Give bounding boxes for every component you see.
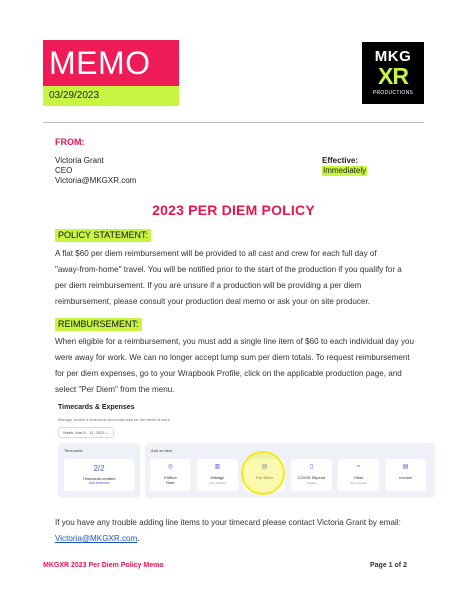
footer-title: MKGXR 2023 Per Diem Policy Memo: [43, 562, 164, 569]
effective-label: Effective:: [322, 156, 359, 165]
invoice-card[interactable]: [385, 459, 426, 491]
memo-date: 03/29/2023: [43, 86, 179, 106]
timecards-card[interactable]: [64, 459, 134, 491]
document-title: 2023 PER DIEM POLICY: [152, 202, 315, 218]
reimbursement-line: select "Per Diem" from the menu.: [55, 385, 175, 394]
week-selector[interactable]: Week: Mar 5 - 11, 2023 ⌄: [58, 427, 114, 438]
other-card[interactable]: [338, 459, 379, 491]
logo-line-3: PRODUCTIONS: [372, 90, 414, 96]
timecards-status: Timecards created: [82, 476, 116, 481]
per-diem-highlight-circle: [241, 451, 285, 495]
item-sublabel: Non-Taxable: [350, 481, 367, 485]
map-icon: ▥: [214, 464, 221, 470]
invoice-icon: ▤: [402, 464, 409, 470]
reimbursement-line: for per diem expenses, go to your Wrapbook Profile, click on the applicable production page, and: [55, 369, 402, 378]
policy-line: "away-from-home" travel. You will be notified prior to the start of the production if you qualify for a: [55, 265, 402, 274]
reimbursement-heading: REIMBURSEMENT:: [55, 318, 142, 331]
sender-email: Victoria@MKGXR.com: [55, 176, 137, 185]
memo-title: MEMO: [43, 40, 179, 86]
from-label: FROM:: [55, 137, 85, 147]
item-label: Invoice: [399, 475, 412, 480]
reimbursement-line: When eligible for a reimbursement, you must add a single line item of $60 to each individual day you: [55, 337, 415, 346]
mileage-card[interactable]: [197, 459, 238, 491]
effective-value: Immediately: [323, 166, 367, 175]
contact-email-link[interactable]: Victoria@MKGXR.com: [55, 534, 138, 543]
kit-box-rate-card[interactable]: [150, 459, 191, 491]
add-item-panel: [145, 443, 435, 498]
logo-line-1: MKG: [374, 48, 412, 65]
item-label: Mileage: [210, 475, 225, 480]
timecards-expenses-title: Timecards & Expenses: [58, 404, 135, 411]
header-divider: [43, 122, 424, 123]
item-label: Other: [353, 475, 364, 480]
sender-name: Victoria Grant: [55, 156, 104, 165]
timecards-count: 2/2: [93, 464, 105, 473]
policy-line: A flat $60 per diem reimbursement will be provided to all cast and crew for each full day of: [55, 249, 377, 258]
reimbursement-body: [55, 334, 425, 398]
closing-period: .: [137, 534, 140, 543]
logo-line-2: XR: [378, 63, 408, 89]
policy-line: reimbursement, please consult your production deal memo or ask your on site producer.: [55, 297, 370, 306]
covid-icon: ▯: [309, 464, 314, 470]
item-sublabel: Non-Taxable: [209, 481, 226, 485]
sender-title: CEO: [55, 166, 73, 175]
add-item-panel-label: Add an item: [151, 448, 173, 453]
closing-text: If you have any trouble adding line items to your timecard please contact Victoria Grant by email:: [55, 518, 401, 527]
timecards-panel: [58, 443, 140, 498]
reimbursement-line: were away for work. We can no longer accept lump sum per diem totals. To request reimbursement: [55, 353, 410, 362]
timecards-panel-label: Timecards: [64, 448, 83, 453]
sender-block: [55, 156, 136, 186]
item-label: Per Diem: [256, 475, 273, 480]
timecards-expenses-subtitle: Manage worker's timecards and expenses for the week of work.: [58, 417, 171, 422]
item-label: COVID Stipend: [297, 475, 326, 480]
page-number: Page 1 of 2: [370, 562, 407, 569]
policy-statement-body: [55, 246, 425, 310]
policy-line: per diem reimbursement. If you are unsure if a production will be providing a per diem: [55, 281, 362, 290]
item-label: Kit/Box Rate: [164, 475, 177, 485]
kit-icon: ◎: [167, 464, 174, 470]
company-logo: [362, 42, 424, 104]
other-icon: ≈: [356, 464, 361, 470]
policy-statement-heading: POLICY STATEMENT:: [55, 229, 151, 242]
item-sublabel: Taxable: [306, 481, 317, 485]
closing-paragraph: [55, 515, 430, 547]
document-icon: ▤: [261, 464, 268, 470]
memo-header-block: [43, 40, 179, 106]
add-timecard-link[interactable]: Add timecard: [88, 481, 110, 485]
covid-stipend-card[interactable]: [291, 459, 332, 491]
